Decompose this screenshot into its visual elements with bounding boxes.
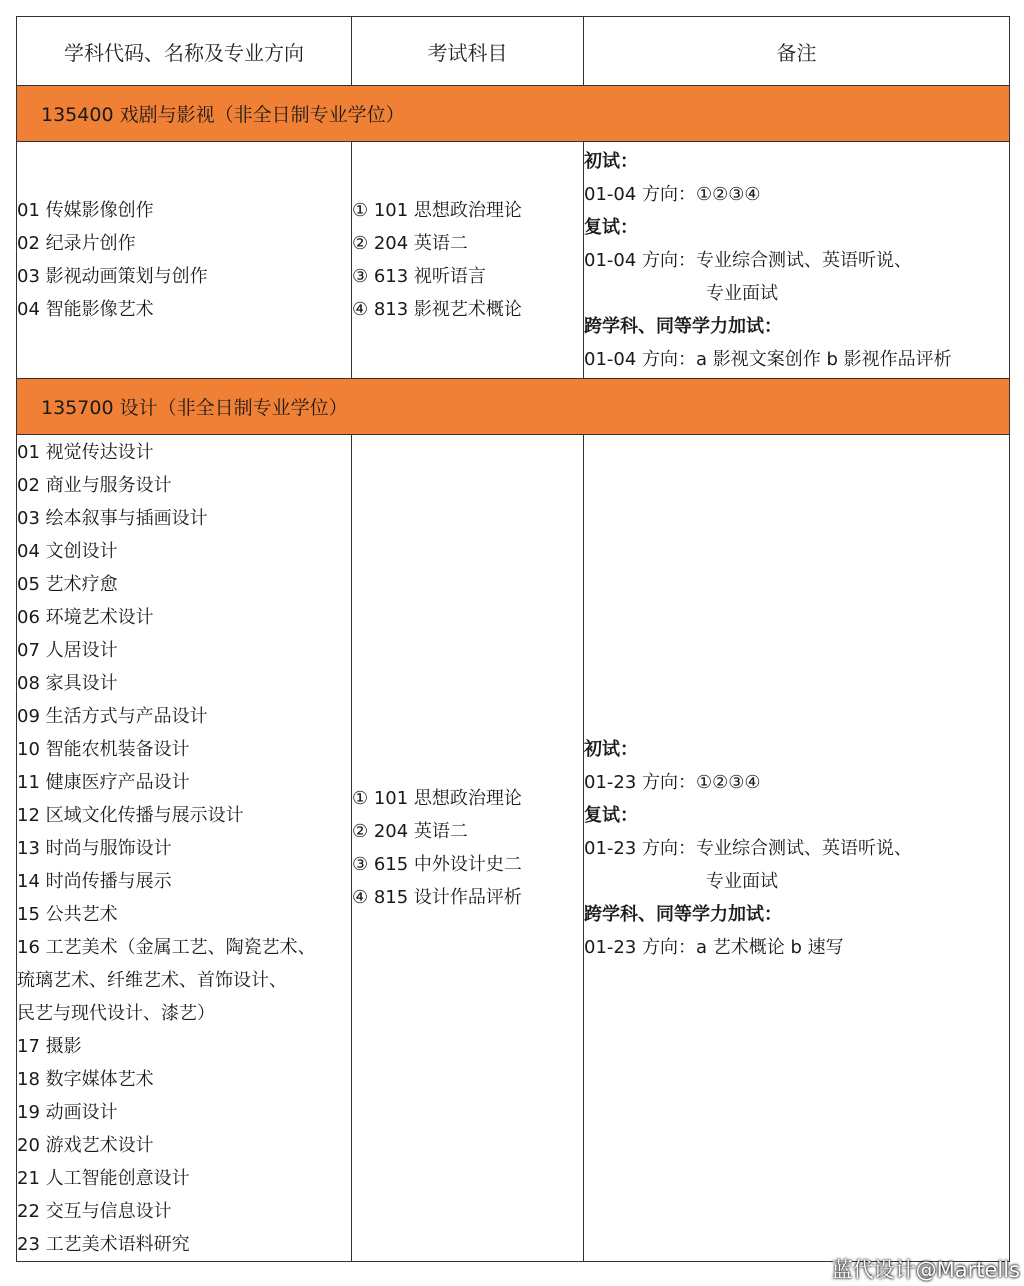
extra-label: 跨学科、同等学力加试： [584, 315, 782, 337]
retest-text: 01-23 方向：专业综合测试、英语听说、 [584, 837, 913, 859]
direction-item: 08 家具设计 [17, 672, 118, 694]
direction-item: 01 视觉传达设计 [17, 441, 154, 463]
extra-text: 01-23 方向：a 艺术概论 b 速写 [584, 936, 844, 958]
subject-item: ④ 813 影视艺术概论 [352, 299, 522, 320]
section-header-row [17, 379, 1010, 435]
section-header-row [17, 86, 1010, 142]
header-subjects: 考试科目 [352, 17, 584, 86]
direction-item: 琉璃艺术、纤维艺术、首饰设计、 [17, 969, 287, 991]
subject-item: ④ 815 设计作品评析 [352, 887, 522, 908]
prelim-text: 01-23 方向：①②③④ [584, 771, 761, 793]
notes-cell [584, 435, 1010, 1262]
subject-item: ② 204 英语二 [352, 821, 468, 842]
direction-item: 20 游戏艺术设计 [17, 1134, 154, 1156]
extra-label: 跨学科、同等学力加试： [584, 903, 782, 925]
direction-item: 11 健康医疗产品设计 [17, 771, 190, 793]
section-content-row [17, 142, 1010, 379]
directions-cell [17, 435, 352, 1262]
notes-cell [584, 142, 1010, 379]
direction-item: 06 环境艺术设计 [17, 606, 154, 628]
direction-item: 05 艺术疗愈 [17, 573, 118, 595]
direction-item: 07 人居设计 [17, 639, 118, 661]
direction-item: 16 工艺美术（金属工艺、陶瓷艺术、 [17, 936, 316, 958]
retest-label: 复试： [584, 804, 638, 826]
admissions-table [16, 16, 1010, 1262]
direction-item: 04 文创设计 [17, 540, 118, 562]
watermark: 蓝代设计@Martells [831, 1258, 1020, 1282]
direction-item: 03 绘本叙事与插画设计 [17, 507, 208, 529]
direction-item: 12 区域文化传播与展示设计 [17, 804, 244, 826]
extra-text: 01-04 方向：a 影视文案创作 b 影视作品评析 [584, 348, 952, 370]
direction-item: 23 工艺美术语料研究 [17, 1233, 190, 1255]
subjects-cell [352, 435, 584, 1262]
direction-item: 15 公共艺术 [17, 903, 118, 925]
direction-item: 03 影视动画策划与创作 [17, 266, 208, 287]
prelim-text: 01-04 方向：①②③④ [584, 183, 761, 205]
section-title: 135700 设计（非全日制专业学位） [17, 379, 1010, 435]
subject-item: ① 101 思想政治理论 [352, 788, 522, 809]
header-row [17, 17, 1010, 86]
section-title: 135400 戏剧与影视（非全日制专业学位） [17, 86, 1010, 142]
direction-item: 17 摄影 [17, 1035, 82, 1057]
prelim-label: 初试： [584, 150, 638, 172]
direction-item: 民艺与现代设计、漆艺） [17, 1002, 215, 1024]
header-directions: 学科代码、名称及专业方向 [17, 17, 352, 86]
retest-text-cont: 专业面试 [706, 870, 778, 892]
header-notes: 备注 [584, 17, 1010, 86]
direction-item: 21 人工智能创意设计 [17, 1167, 190, 1189]
retest-label: 复试： [584, 216, 638, 238]
direction-item: 10 智能农机装备设计 [17, 738, 190, 760]
direction-item: 02 商业与服务设计 [17, 474, 172, 496]
direction-item: 19 动画设计 [17, 1101, 118, 1123]
direction-item: 14 时尚传播与展示 [17, 870, 172, 892]
subject-item: ② 204 英语二 [352, 233, 468, 254]
directions-cell [17, 142, 352, 379]
direction-item: 22 交互与信息设计 [17, 1200, 172, 1222]
retest-text: 01-04 方向：专业综合测试、英语听说、 [584, 249, 913, 271]
prelim-label: 初试： [584, 738, 638, 760]
retest-text-cont: 专业面试 [706, 282, 778, 304]
subjects-cell [352, 142, 584, 379]
subject-item: ③ 615 中外设计史二 [352, 854, 522, 875]
direction-item: 04 智能影像艺术 [17, 299, 154, 320]
subject-item: ③ 613 视听语言 [352, 266, 486, 287]
direction-item: 13 时尚与服饰设计 [17, 837, 172, 859]
direction-item: 18 数字媒体艺术 [17, 1068, 154, 1090]
subject-item: ① 101 思想政治理论 [352, 200, 522, 221]
direction-item: 02 纪录片创作 [17, 233, 136, 254]
direction-item: 09 生活方式与产品设计 [17, 705, 208, 727]
section-content-row [17, 435, 1010, 1262]
direction-item: 01 传媒影像创作 [17, 200, 154, 221]
